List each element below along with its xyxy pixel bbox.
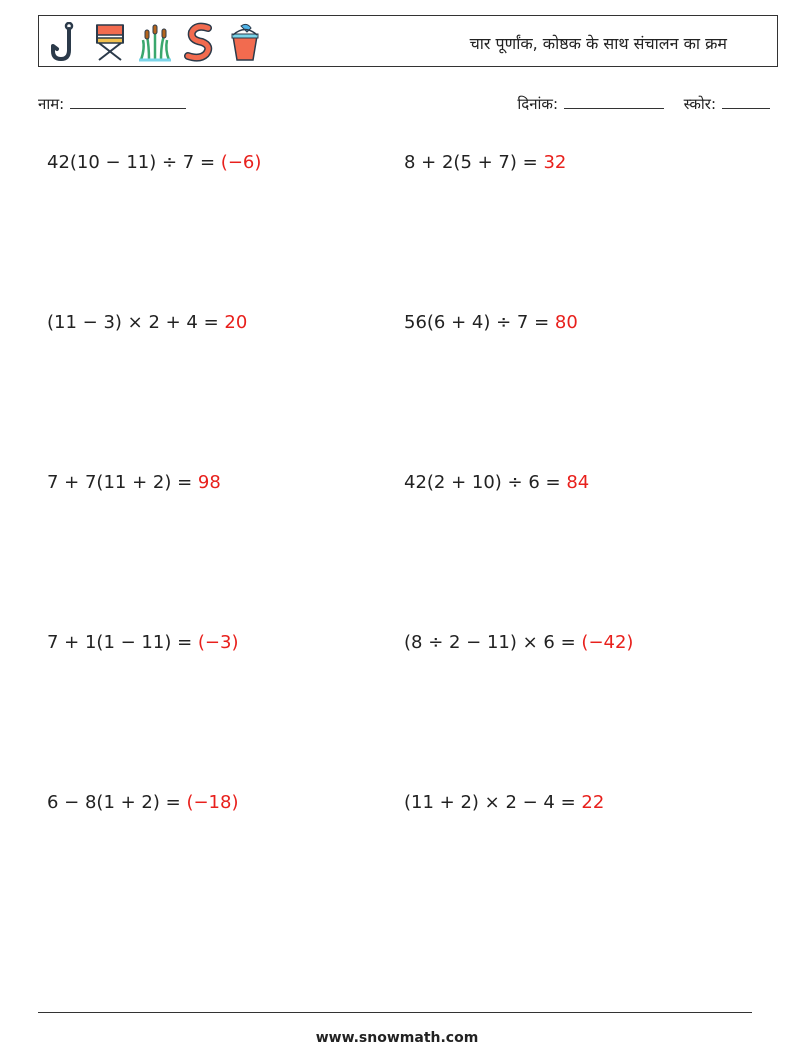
name-field <box>38 94 186 114</box>
problem-answer: 32 <box>543 152 567 173</box>
problem-answer: (−6) <box>220 152 262 173</box>
problem-answer: 84 <box>566 472 590 493</box>
score-label: स्कोर: <box>683 95 716 113</box>
header-box <box>38 15 778 67</box>
worksheet-title: चार पूर्णांक, कोष्ठक के साथ संचालन का क्रम <box>469 34 727 53</box>
problem-question: (8 ÷ 2 − 11) × 6 = <box>404 632 582 653</box>
problem <box>404 152 566 173</box>
problem <box>404 472 589 493</box>
problem-answer: 80 <box>554 312 578 333</box>
problem-question: 7 + 1(1 − 11) = <box>47 632 198 653</box>
problem-question: 6 − 8(1 + 2) = <box>47 792 187 813</box>
problem-answer: 22 <box>581 792 605 813</box>
date-label: दिनांक: <box>517 95 558 113</box>
worm-icon <box>182 22 218 62</box>
problem-question: 7 + 7(11 + 2) = <box>47 472 198 493</box>
footer-url: www.snowmath.com <box>315 1030 479 1046</box>
problem <box>47 312 247 333</box>
directors-chair-icon <box>92 22 128 62</box>
problem-answer: (−3) <box>197 632 239 653</box>
problem <box>404 312 578 333</box>
problem <box>404 632 633 653</box>
name-blank <box>70 94 186 109</box>
problem-question: 8 + 2(5 + 7) = <box>404 152 544 173</box>
problem-question: (11 + 2) × 2 − 4 = <box>404 792 582 813</box>
header-icons <box>47 20 263 64</box>
fish-bucket-icon <box>227 22 263 62</box>
problem-question: (11 − 3) × 2 + 4 = <box>47 312 225 333</box>
problem <box>47 152 261 173</box>
date-score-fields <box>517 94 770 114</box>
problem-question: 56(6 + 4) ÷ 7 = <box>404 312 555 333</box>
date-blank <box>564 94 664 109</box>
problem-answer: (−42) <box>581 632 634 653</box>
problem <box>47 792 238 813</box>
problem-question: 42(10 − 11) ÷ 7 = <box>47 152 221 173</box>
name-label: नाम: <box>38 95 65 113</box>
problem <box>404 792 604 813</box>
reeds-icon <box>137 22 173 62</box>
fish-hook-icon <box>47 22 83 62</box>
problem-question: 42(2 + 10) ÷ 6 = <box>404 472 567 493</box>
problem <box>47 632 238 653</box>
score-blank <box>722 94 770 109</box>
problem-answer: 98 <box>197 472 221 493</box>
problem-answer: 20 <box>224 312 248 333</box>
problem-answer: (−18) <box>186 792 239 813</box>
footer-divider <box>38 1012 752 1013</box>
problem <box>47 472 221 493</box>
